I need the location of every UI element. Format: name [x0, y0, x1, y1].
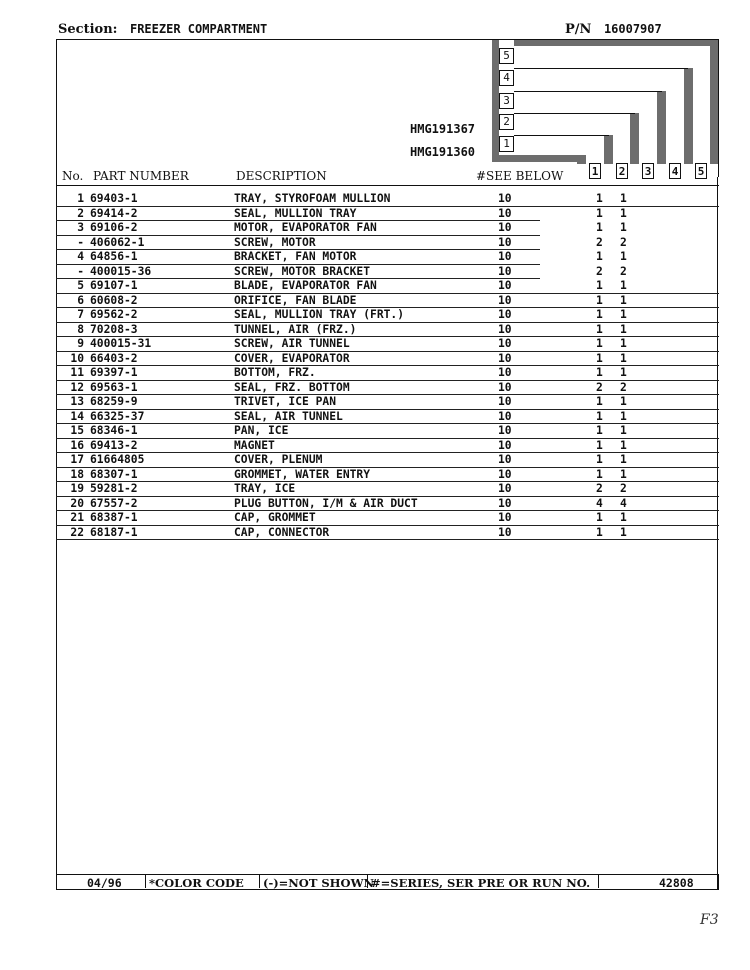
row-part-number: 66325-37: [90, 409, 145, 423]
row-qty-2: 1: [620, 221, 627, 234]
row-qty-2: 1: [620, 511, 627, 524]
footer-divider: [367, 875, 368, 888]
row-qty-2: 2: [620, 264, 627, 278]
table-row: [56, 352, 719, 367]
col-header-series-2: 2: [616, 163, 628, 179]
series-box-2: 2: [499, 114, 514, 130]
row-no: 16: [70, 438, 84, 452]
row-part-number: 69403-1: [90, 192, 138, 205]
row-qty-2: 2: [620, 380, 627, 394]
row-description: SEAL, AIR TUNNEL: [234, 409, 343, 423]
row-qty-1: 1: [596, 395, 603, 408]
col-header-series-4: 4: [669, 163, 681, 179]
col-header-no: No.: [62, 169, 84, 183]
table-row: [56, 294, 719, 309]
row-no: 20: [70, 496, 84, 510]
row-qty-2: 1: [620, 453, 627, 466]
row-no: 11: [70, 366, 84, 379]
model-number: HMG191360: [410, 145, 476, 159]
row-see-below: 10: [498, 192, 512, 205]
row-description: SCREW, MOTOR: [234, 235, 316, 249]
row-see-below: 10: [498, 525, 512, 539]
row-part-number: 68259-9: [90, 395, 138, 408]
row-qty-1: 1: [596, 293, 603, 307]
row-description: GROMMET, WATER ENTRY: [234, 467, 371, 481]
row-description: MAGNET: [234, 438, 275, 452]
row-qty-1: 1: [596, 351, 603, 365]
row-description: TRAY, STYROFOAM MULLION: [234, 192, 391, 205]
section-label: Section:: [58, 22, 118, 37]
row-qty-2: 1: [620, 322, 627, 336]
row-qty-1: 1: [596, 308, 603, 321]
series-bar-2: [630, 113, 639, 164]
row-no: -: [77, 264, 84, 278]
row-see-below: 10: [498, 322, 512, 336]
row-part-number: 406062-1: [90, 235, 145, 249]
row-description: COVER, PLENUM: [234, 453, 323, 466]
row-qty-1: 1: [596, 337, 603, 350]
row-qty-2: 2: [620, 482, 627, 495]
footer-divider: [259, 875, 260, 888]
table-row: [56, 381, 719, 396]
table-row: [56, 206, 627, 222]
row-no: 7: [77, 308, 84, 321]
row-no: 5: [77, 279, 84, 292]
series-bar-3: [657, 91, 666, 164]
row-part-number: 69397-1: [90, 366, 138, 379]
table-row: [56, 511, 719, 526]
row-qty-1: 4: [596, 496, 603, 510]
row-part-number: 64856-1: [90, 250, 138, 263]
series-box-5: 5: [499, 48, 514, 64]
col-header-series-5: 5: [695, 163, 707, 179]
row-qty-2: 1: [620, 293, 627, 307]
row-description: SEAL, MULLION TRAY (FRT.): [234, 308, 405, 321]
row-description: BLADE, EVAPORATOR FAN: [234, 279, 377, 292]
row-part-number: 68187-1: [90, 525, 138, 539]
row-qty-1: 2: [596, 482, 603, 495]
table-row: [56, 453, 719, 468]
row-part-number: 69414-2: [90, 206, 138, 220]
row-no: 6: [77, 293, 84, 307]
row-part-number: 68307-1: [90, 467, 138, 481]
row-qty-2: 1: [620, 250, 627, 263]
col-header-series-1: 1: [589, 163, 601, 179]
row-qty-1: 1: [596, 409, 603, 423]
header-rule: [56, 185, 719, 186]
row-no: -: [77, 235, 84, 249]
header-frame: [56, 39, 719, 177]
row-see-below: 10: [498, 496, 512, 510]
row-no: 8: [77, 322, 84, 336]
series-box-3: 3: [499, 93, 514, 109]
row-no: 14: [70, 409, 84, 423]
row-no: 1: [77, 192, 84, 205]
row-qty-2: 1: [620, 206, 627, 220]
model-number: HMG191367: [410, 122, 476, 136]
row-qty-1: 1: [596, 511, 603, 524]
row-see-below: 10: [498, 221, 512, 234]
row-see-below: 10: [498, 511, 512, 524]
row-qty-2: 1: [620, 409, 627, 423]
row-qty-1: 1: [596, 322, 603, 336]
row-qty-1: 1: [596, 453, 603, 466]
row-see-below: 10: [498, 264, 512, 278]
row-part-number: 69106-2: [90, 221, 138, 234]
footer-divider: [598, 875, 599, 888]
row-description: BRACKET, FAN MOTOR: [234, 250, 357, 263]
table-row: [56, 279, 719, 294]
row-qty-2: 4: [620, 496, 627, 510]
row-see-below: 10: [498, 467, 512, 481]
footer-divider: [145, 875, 146, 888]
table-row: [56, 468, 719, 483]
row-qty-1: 1: [596, 438, 603, 452]
row-part-number: 68387-1: [90, 511, 138, 524]
row-qty-2: 1: [620, 395, 627, 408]
series-box-1: 1: [499, 136, 514, 152]
row-description: SEAL, MULLION TRAY: [234, 206, 357, 220]
row-qty-2: 1: [620, 424, 627, 437]
row-see-below: 10: [498, 366, 512, 379]
row-part-number: 69562-2: [90, 308, 138, 321]
row-description: CAP, CONNECTOR: [234, 525, 330, 539]
row-see-below: 10: [498, 293, 512, 307]
row-qty-2: 1: [620, 366, 627, 379]
col-header-part-number: PART NUMBER: [93, 169, 189, 183]
footer-date: 04/96: [87, 876, 122, 890]
row-qty-1: 2: [596, 264, 603, 278]
section-value: FREEZER COMPARTMENT: [129, 22, 268, 36]
handwritten-mark: F3: [700, 912, 719, 928]
row-part-number: 70208-3: [90, 322, 138, 336]
row-description: COVER, EVAPORATOR: [234, 351, 350, 365]
table-row: [56, 497, 719, 512]
table-row: [56, 424, 719, 439]
col-header-see-below: #SEE BELOW: [476, 169, 564, 183]
row-part-number: 59281-2: [90, 482, 138, 495]
table-row: [56, 366, 719, 381]
row-part-number: 61664805: [90, 453, 145, 466]
footer-not-shown: (-)=NOT SHOWN: [263, 876, 374, 890]
row-no: 18: [70, 467, 84, 481]
table-row: [56, 526, 719, 541]
series-line-3: [514, 113, 635, 114]
row-description: SEAL, FRZ. BOTTOM: [234, 380, 350, 394]
series-bar-left: [492, 40, 499, 162]
series-line-4: [514, 91, 662, 92]
row-part-number: 69563-1: [90, 380, 138, 394]
table-row: [56, 337, 719, 352]
row-description: PAN, ICE: [234, 424, 289, 437]
row-part-number: 60608-2: [90, 293, 138, 307]
row-see-below: 10: [498, 409, 512, 423]
row-see-below: 10: [498, 337, 512, 350]
row-no: 10: [70, 351, 84, 365]
row-description: CAP, GROMMET: [234, 511, 316, 524]
row-see-below: 10: [498, 438, 512, 452]
row-no: 2: [77, 206, 84, 220]
row-part-number: 400015-36: [90, 264, 152, 278]
row-no: 19: [70, 482, 84, 495]
table-row: [56, 192, 719, 207]
row-no: 13: [70, 395, 84, 408]
row-see-below: 10: [498, 351, 512, 365]
row-description: TRAY, ICE: [234, 482, 296, 495]
pn-value: 16007907: [603, 22, 662, 36]
row-see-below: 10: [498, 380, 512, 394]
row-see-below: 10: [498, 206, 512, 220]
row-no: 9: [77, 337, 84, 350]
row-qty-1: 1: [596, 206, 603, 220]
row-qty-1: 1: [596, 525, 603, 539]
row-description: MOTOR, EVAPORATOR FAN: [234, 221, 377, 234]
part-number-header: [565, 22, 662, 37]
row-see-below: 10: [498, 250, 512, 263]
section-header: [58, 22, 267, 37]
row-description: ORIFICE, FAN BLADE: [234, 293, 357, 307]
row-part-number: 400015-31: [90, 337, 152, 350]
row-part-number: 69107-1: [90, 279, 138, 292]
row-qty-1: 1: [596, 221, 603, 234]
row-qty-1: 1: [596, 467, 603, 481]
row-no: 22: [70, 525, 84, 539]
series-bar-4: [684, 68, 693, 164]
table-row: [56, 439, 719, 454]
table-row: [56, 323, 719, 338]
row-qty-2: 1: [620, 438, 627, 452]
row-qty-2: 1: [620, 308, 627, 321]
pn-label: P/N: [565, 22, 592, 37]
row-no: 17: [70, 453, 84, 466]
row-qty-1: 2: [596, 380, 603, 394]
row-description: SCREW, MOTOR BRACKET: [234, 264, 371, 278]
row-qty-1: 1: [596, 424, 603, 437]
row-see-below: 10: [498, 235, 512, 249]
row-see-below: 10: [498, 482, 512, 495]
table-row: [56, 395, 719, 410]
row-no: 21: [70, 511, 84, 524]
series-line-2: [514, 135, 609, 136]
row-see-below: 10: [498, 453, 512, 466]
row-description: TUNNEL, AIR (FRZ.): [234, 322, 357, 336]
col-header-series-3: 3: [642, 163, 654, 179]
row-qty-2: 1: [620, 525, 627, 539]
row-no: 3: [77, 221, 84, 234]
row-part-number: 67557-2: [90, 496, 138, 510]
row-qty-2: 1: [620, 351, 627, 365]
row-description: SCREW, AIR TUNNEL: [234, 337, 350, 350]
series-box-4: 4: [499, 70, 514, 86]
row-qty-1: 1: [596, 192, 603, 205]
footer-color-code: *COLOR CODE: [149, 876, 244, 890]
row-part-number: 68346-1: [90, 424, 138, 437]
table-row: [56, 264, 627, 280]
table-row: [56, 482, 719, 497]
row-qty-1: 2: [596, 235, 603, 249]
row-no: 12: [70, 380, 84, 394]
row-see-below: 10: [498, 279, 512, 292]
table-row: [56, 308, 719, 323]
row-see-below: 10: [498, 424, 512, 437]
row-description: TRIVET, ICE PAN: [234, 395, 337, 408]
series-bar-bottom: [492, 155, 582, 162]
row-part-number: 66403-2: [90, 351, 138, 365]
row-description: BOTTOM, FRZ.: [234, 366, 316, 379]
table-row: [56, 410, 719, 425]
series-bar-1: [604, 135, 613, 164]
table-row: [56, 235, 627, 251]
row-qty-1: 1: [596, 366, 603, 379]
row-see-below: 10: [498, 308, 512, 321]
row-qty-2: 1: [620, 279, 627, 292]
row-qty-2: 1: [620, 467, 627, 481]
row-no: 15: [70, 424, 84, 437]
row-qty-1: 1: [596, 279, 603, 292]
footer-legend: [56, 874, 719, 890]
row-qty-2: 1: [620, 192, 627, 205]
row-qty-2: 2: [620, 235, 627, 249]
footer-doc-number: 42808: [659, 876, 694, 890]
row-part-number: 69413-2: [90, 438, 138, 452]
table-row: [56, 221, 627, 236]
row-qty-2: 1: [620, 337, 627, 350]
row-see-below: 10: [498, 395, 512, 408]
table-row: [56, 250, 627, 265]
series-line-5: [514, 68, 688, 69]
row-qty-1: 1: [596, 250, 603, 263]
series-bar-top: [514, 40, 718, 46]
col-header-description: DESCRIPTION: [236, 169, 327, 183]
series-bar-5: [710, 40, 718, 164]
footer-series-note: #=SERIES, SER PRE OR RUN NO.: [371, 876, 591, 890]
parts-table: [56, 192, 719, 540]
row-no: 4: [77, 250, 84, 263]
row-description: PLUG BUTTON, I/M & AIR DUCT: [234, 496, 418, 510]
